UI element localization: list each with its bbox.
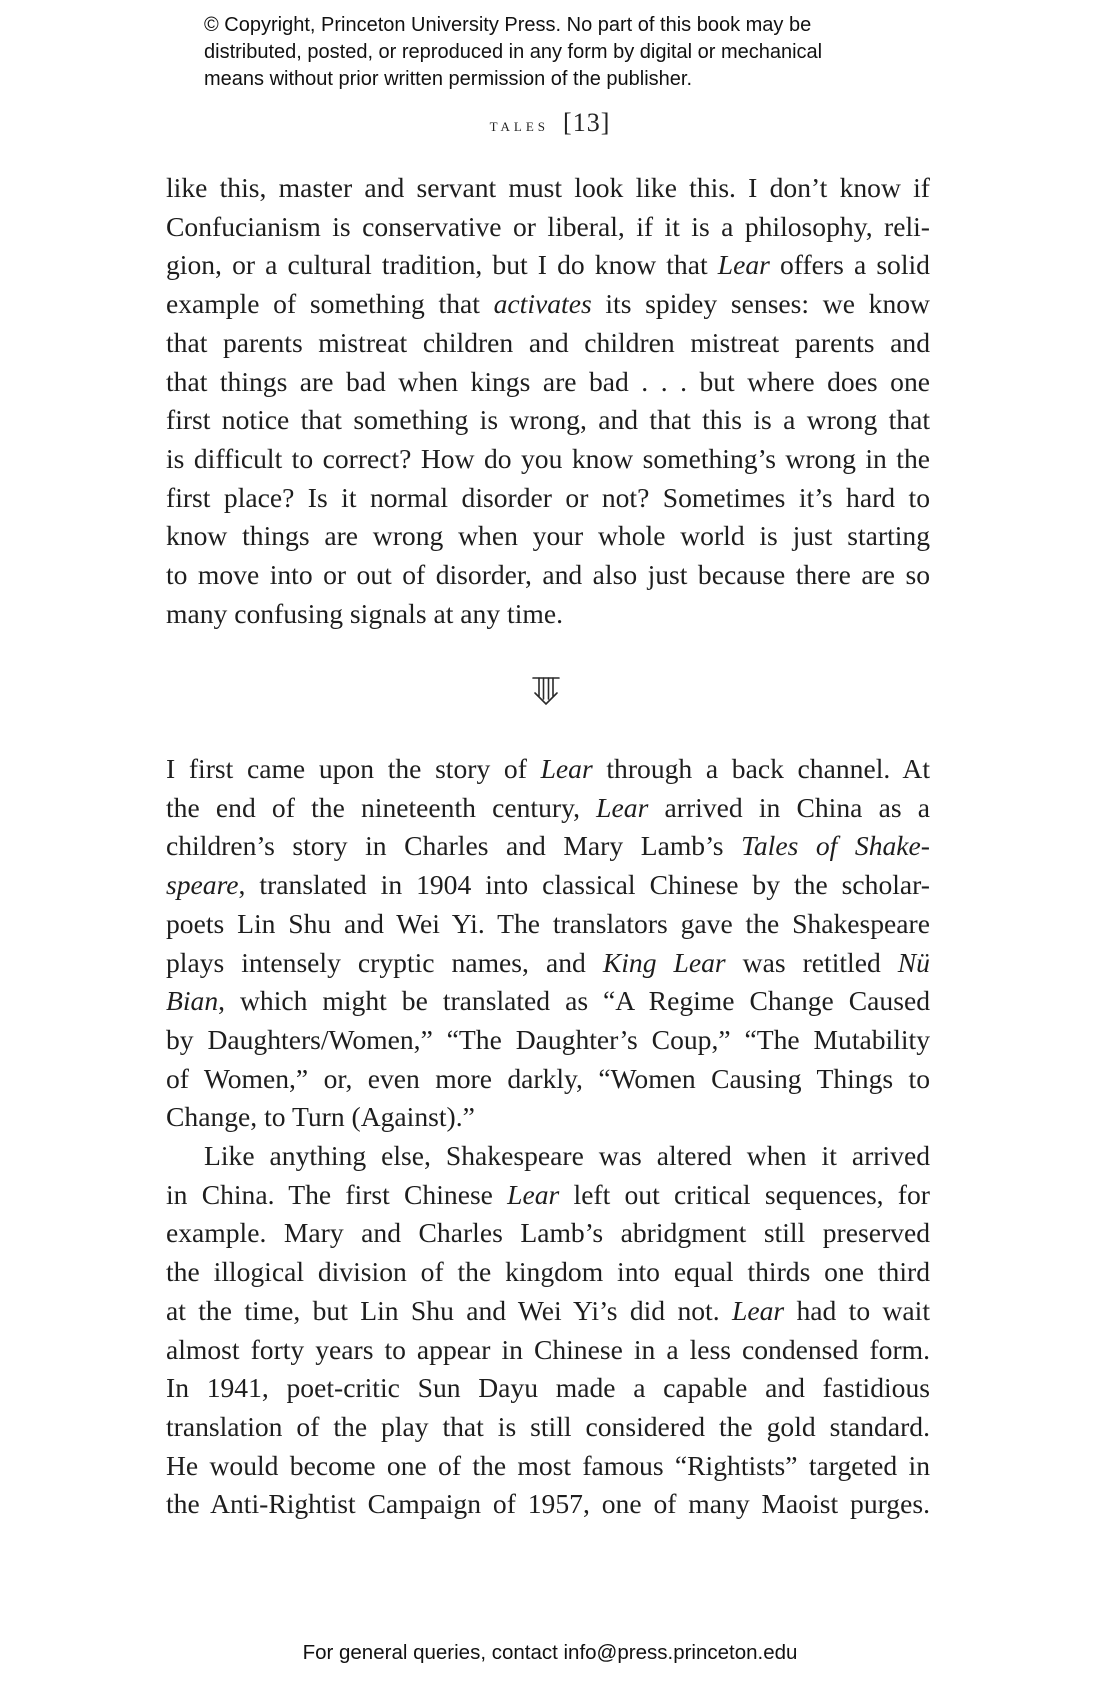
text-line: the illogical division of the kingdom into equal thirds one third — [166, 1256, 930, 1288]
text-line: translation of the play that is still considered the gold standard. — [166, 1410, 930, 1442]
text-line: poets Lin Shu and Wei Yi. The translators gave the Shakespeare — [166, 907, 930, 939]
text-line: is difficult to correct? How do you know something’s wrong in the — [166, 442, 930, 474]
italic-title: King Lear — [602, 946, 726, 978]
italic-title: Tales of Shake- — [741, 830, 930, 862]
text-line: many confusing signals at any time. — [166, 597, 563, 629]
page-number: [13] — [563, 108, 611, 137]
text-line: speare, translated in 1904 into classical Chinese by the scholar- — [166, 869, 930, 901]
text-line: Confucianism is conservative or liberal, if it is a philosophy, reli- — [166, 210, 930, 242]
text-line: first notice that something is wrong, and that this is a wrong that — [166, 404, 930, 436]
italic-title: speare — [166, 869, 239, 901]
text-line: to move into or out of disorder, and also just because there are so — [166, 559, 930, 591]
italic-emphasis: activates — [493, 288, 592, 320]
copyright-line: distributed, posted, or reproduced in any form by digital or mechanical — [204, 41, 823, 63]
text-line: the Anti-Rightist Campaign of 1957, one of many Maoist purges. — [166, 1488, 930, 1520]
text-line: know things are wrong when your whole world is just starting — [166, 520, 930, 552]
text-line: at the time, but Lin Shu and Wei Yi’s did not. Lear had to wait — [166, 1294, 930, 1326]
text-line: plays intensely cryptic names, and King Lear was retitled Nü — [166, 946, 930, 978]
running-head — [0, 108, 1100, 138]
text-line: first place? Is it normal disorder or not? Sometimes it’s hard to — [166, 481, 930, 513]
text-line: by Daughters/Women,” “The Daughter’s Coup,” “The Mutability — [166, 1023, 930, 1055]
paragraph-lear-in-china — [166, 750, 930, 1524]
text-line: that parents mistreat children and children mistreat parents and — [166, 326, 930, 358]
copyright-line: means without prior written permission of the publisher. — [204, 68, 693, 90]
text-line: gion, or a cultural tradition, but I do know that Lear offers a solid — [166, 249, 930, 281]
text-line: in China. The first Chinese Lear left out critical sequences, for — [166, 1178, 930, 1210]
text-line: of Women,” or, even more darkly, “Women Causing Things to — [166, 1062, 930, 1094]
italic-title: Nü — [897, 946, 930, 978]
text-line: the end of the nineteenth century, Lear arrived in China as a — [166, 791, 931, 823]
contact-footer: For general queries, contact info@press.princeton.edu — [302, 1641, 798, 1664]
italic-title: Lear — [731, 1294, 785, 1326]
copyright-line: © Copyright, Princeton University Press. No part of this book may be — [204, 14, 812, 36]
italic-title: Lear — [596, 791, 649, 823]
text-line: He would become one of the most famous “Rightists” targeted in — [166, 1449, 930, 1481]
text-line: Bian, which might be translated as “A Regime Change Caused — [166, 985, 930, 1017]
paragraph-continued — [166, 169, 930, 633]
copyright-notice — [204, 12, 924, 93]
text-line: I first came upon the story of Lear through a back channel. At — [166, 753, 930, 784]
italic-title: Lear — [540, 753, 593, 784]
text-line: children’s story in Charles and Mary Lamb’s Tales of Shake- — [166, 830, 930, 862]
italic-title: Lear — [717, 249, 770, 281]
text-line: like this, master and servant must look like this. I don’t know if — [166, 172, 930, 203]
text-line: example. Mary and Charles Lamb’s abridgment still preserved — [166, 1217, 930, 1249]
text-line: almost forty years to appear in Chinese in a less condensed form. — [166, 1333, 930, 1365]
running-head-title: tales — [489, 115, 550, 135]
text-line: example of something that activates its spidey senses: we know — [166, 288, 930, 320]
italic-title: Bian — [166, 985, 219, 1017]
text-line: that things are bad when kings are bad . . . but where does one — [166, 365, 930, 397]
text-line: In 1941, poet-critic Sun Dayu made a capable and fastidious — [166, 1372, 930, 1404]
italic-title: Lear — [507, 1178, 560, 1210]
text-line: Like anything else, Shakespeare was altered when it arrived — [204, 1140, 930, 1172]
ornament-icon — [530, 674, 562, 706]
text-line: Change, to Turn (Against).” — [166, 1101, 475, 1133]
